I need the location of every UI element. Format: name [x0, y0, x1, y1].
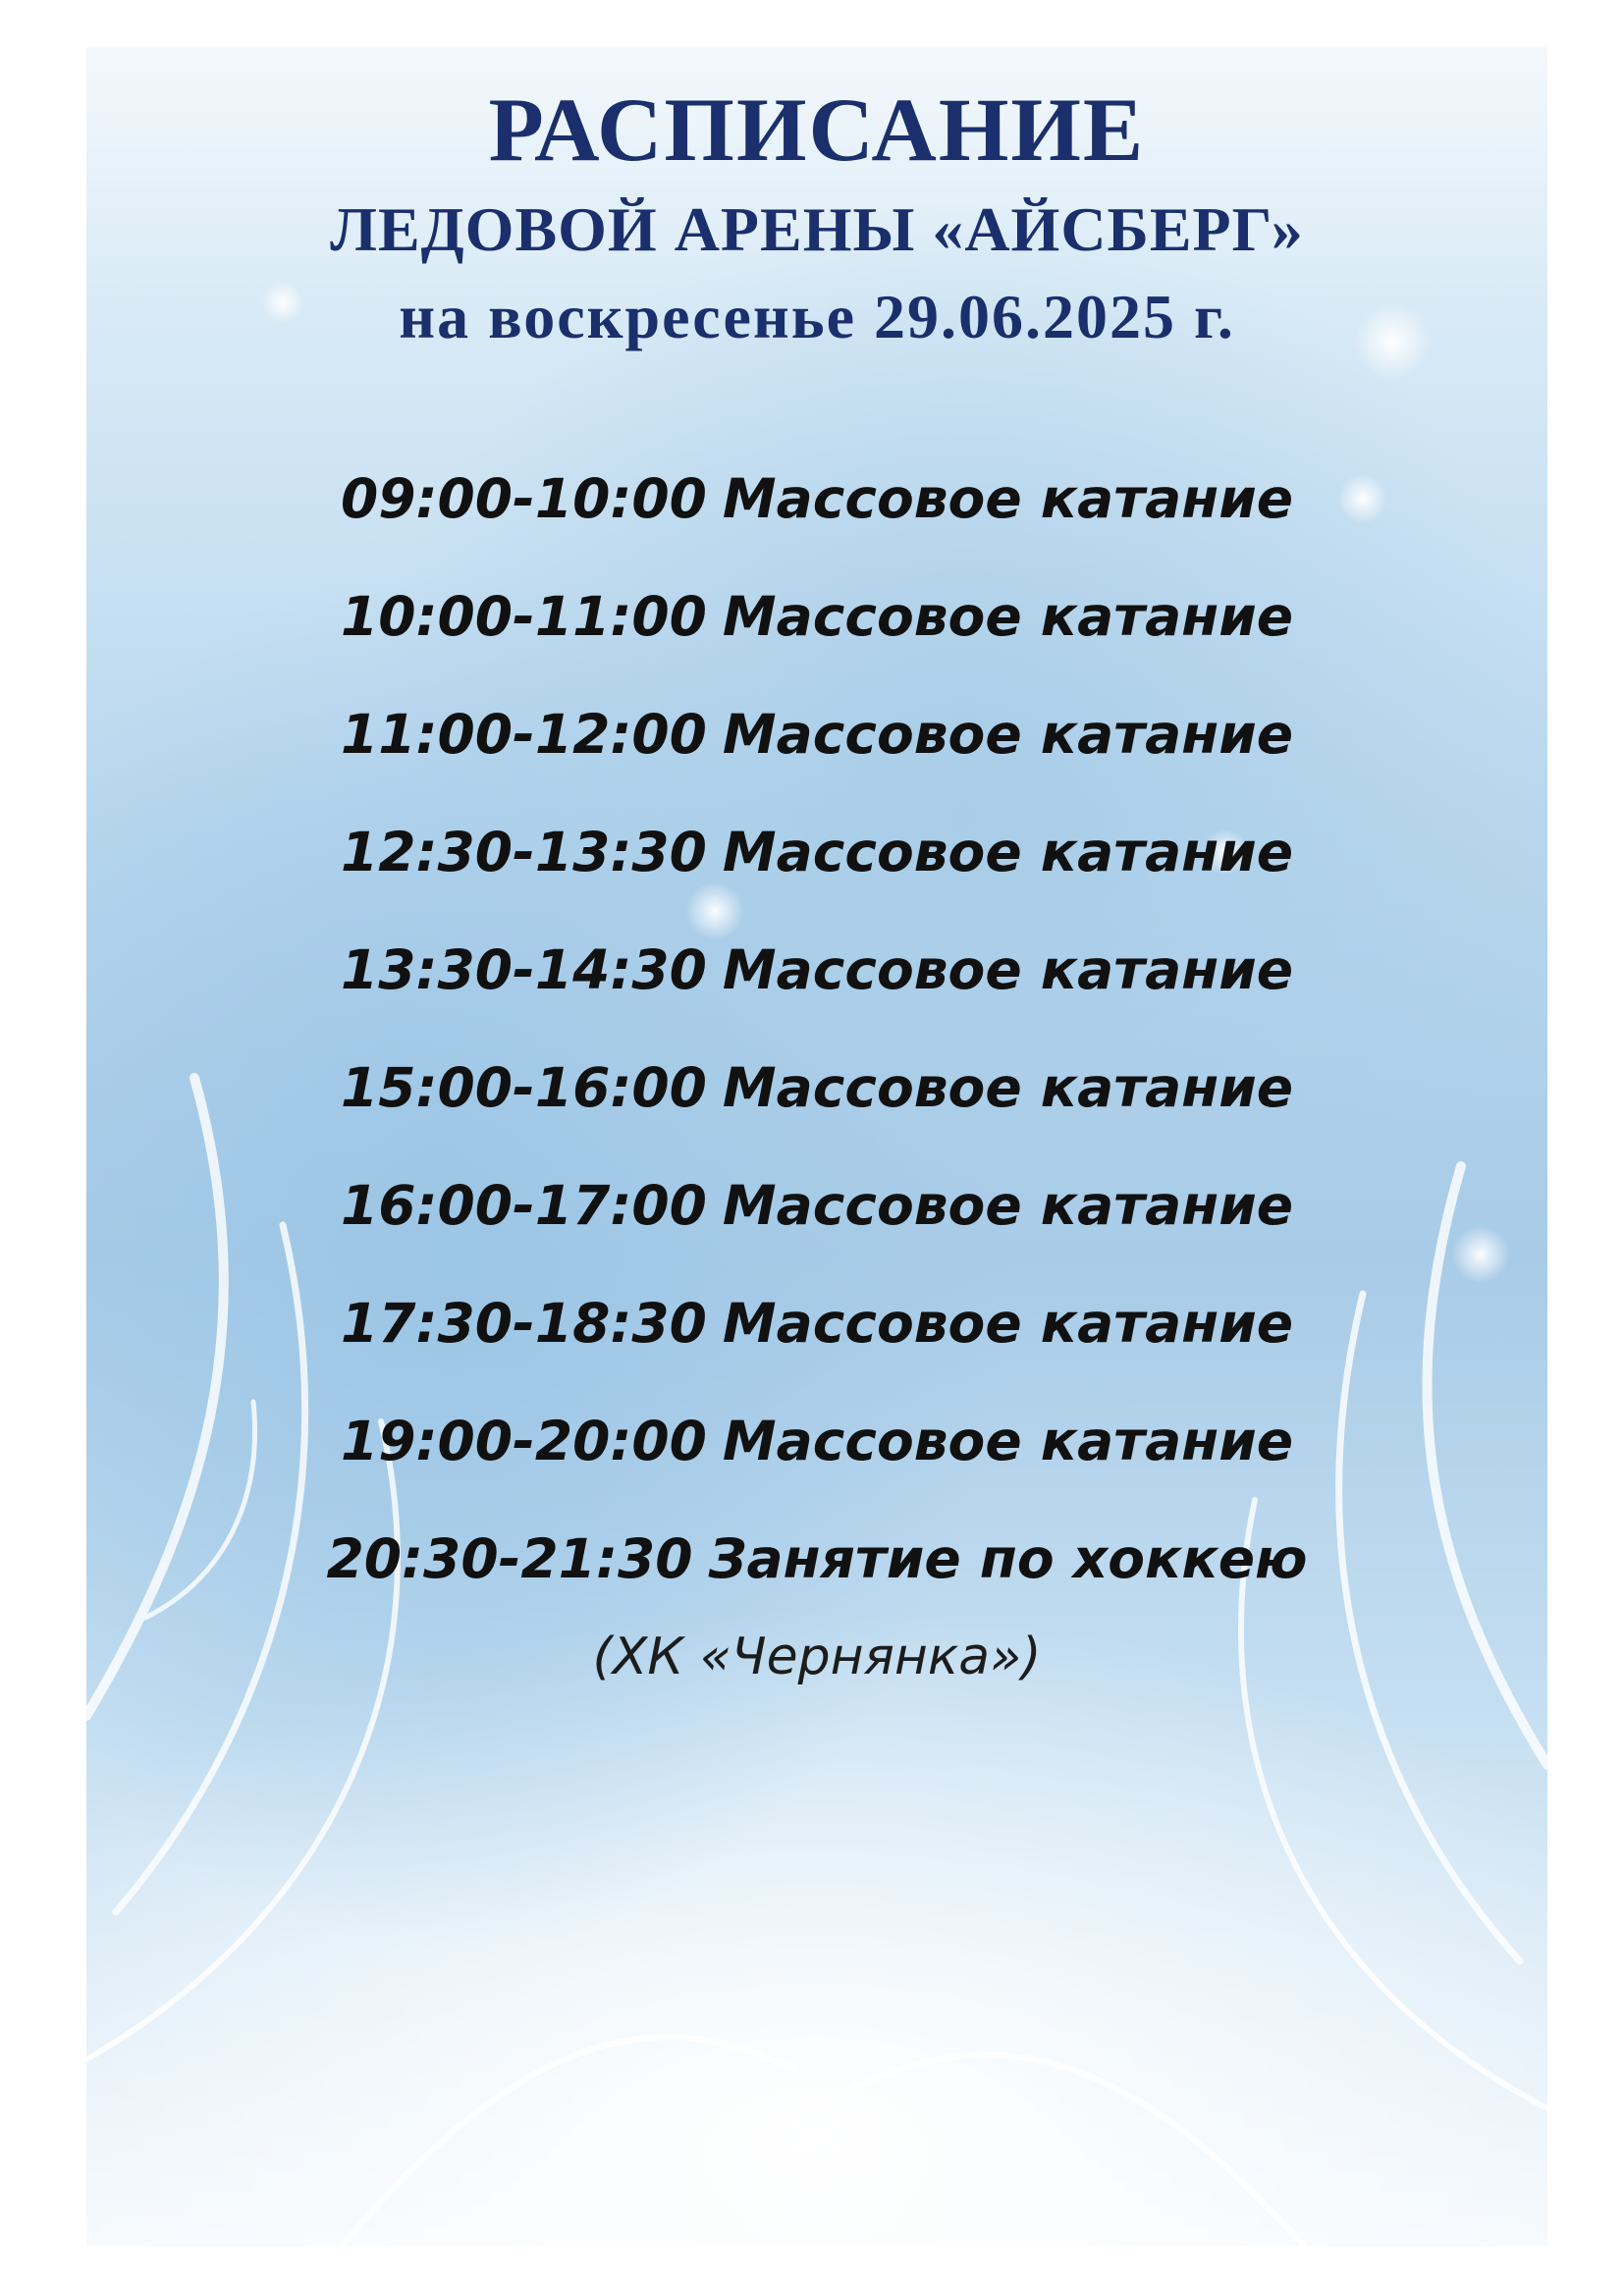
schedule-row [86, 1029, 1547, 1147]
session-time: 20:30-21:30 [326, 1527, 693, 1590]
schedule-row [86, 1500, 1547, 1618]
session-time: 13:30-14:30 [340, 938, 707, 1001]
page-title: РАСПИСАНИЕ [488, 80, 1146, 180]
session-activity: Занятие по хоккею [708, 1527, 1308, 1590]
session-activity: Массовое катание [722, 467, 1294, 530]
session-time: 09:00-10:00 [340, 467, 707, 530]
session-time: 12:30-13:30 [340, 821, 707, 883]
schedule-row [86, 1382, 1547, 1500]
session-activity: Массовое катание [722, 703, 1294, 766]
session-time: 19:00-20:00 [340, 1410, 707, 1472]
schedule-date: на воскресенье 29.06.2025 г. [399, 282, 1235, 351]
session-activity: Массовое катание [722, 938, 1294, 1001]
session-activity: Массовое катание [722, 1292, 1294, 1355]
session-activity: Массовое катание [722, 1410, 1294, 1472]
session-time: 16:00-17:00 [340, 1174, 707, 1237]
session-activity: Массовое катание [722, 821, 1294, 883]
schedule-row [86, 558, 1547, 675]
arena-name: ЛЕДОВОЙ АРЕНЫ «АЙСБЕРГ» [330, 194, 1304, 264]
session-time: 10:00-11:00 [340, 585, 707, 648]
session-time: 15:00-16:00 [340, 1056, 707, 1119]
hockey-club-note: (ХК «Чернянка») [592, 1628, 1042, 1686]
schedule-list [86, 440, 1547, 1696]
schedule-row [86, 793, 1547, 911]
session-activity: Массовое катание [722, 1056, 1294, 1119]
session-time: 11:00-12:00 [340, 703, 707, 766]
schedule-row [86, 1147, 1547, 1264]
schedule-poster [86, 47, 1547, 2246]
poster-header [86, 75, 1547, 359]
schedule-row [86, 675, 1547, 793]
session-activity: Массовое катание [722, 1174, 1294, 1237]
session-time: 17:30-18:30 [340, 1292, 707, 1355]
schedule-row [86, 1264, 1547, 1382]
schedule-row [86, 440, 1547, 558]
schedule-row [86, 911, 1547, 1029]
session-activity: Массовое катание [722, 585, 1294, 648]
